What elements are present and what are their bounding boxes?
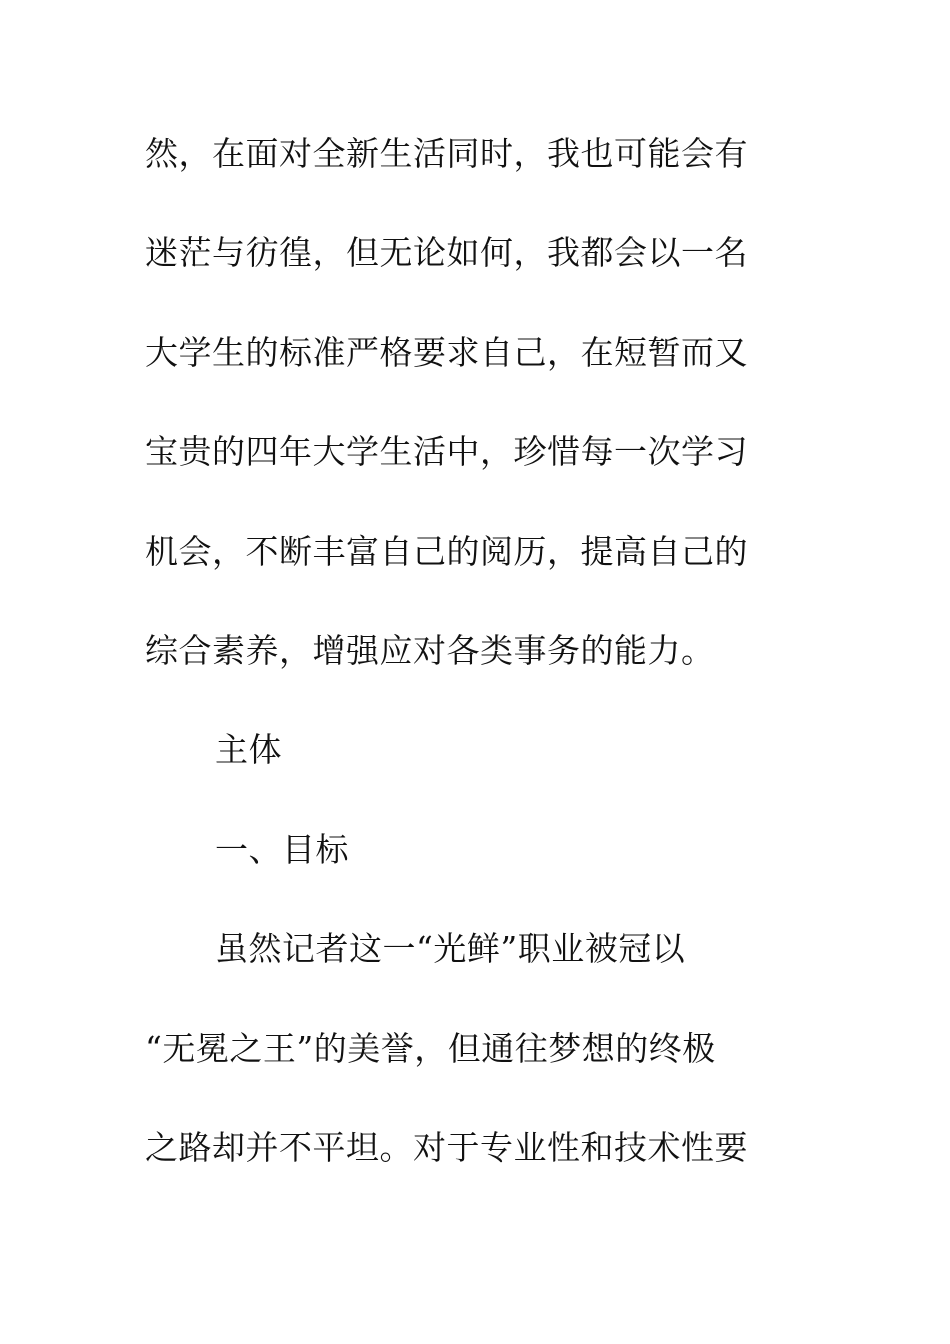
- paragraph-line: 宝贵的四年大学生活中，珍惜每一次学习: [145, 432, 748, 471]
- paragraph-line: 然，在面对全新生活同时，我也可能会有: [145, 134, 748, 173]
- section-heading: 主体: [215, 730, 282, 769]
- paragraph-line: 虽然记者这一“光鲜”职业被冠以: [215, 929, 686, 968]
- paragraph-line: “无冕之王”的美誉，但通往梦想的终极: [145, 1029, 716, 1068]
- paragraph-line: 之路却并不平坦。对于专业性和技术性要: [145, 1128, 748, 1167]
- paragraph-line: 综合素养，增强应对各类事务的能力。: [145, 631, 715, 670]
- paragraph-line: 大学生的标准严格要求自己，在短暂而又: [145, 333, 748, 372]
- paragraph-line: 迷茫与彷徨，但无论如何，我都会以一名: [145, 233, 748, 272]
- paragraph-line: 机会，不断丰富自己的阅历，提高自己的: [145, 532, 748, 571]
- subsection-heading: 一、目标: [215, 830, 349, 869]
